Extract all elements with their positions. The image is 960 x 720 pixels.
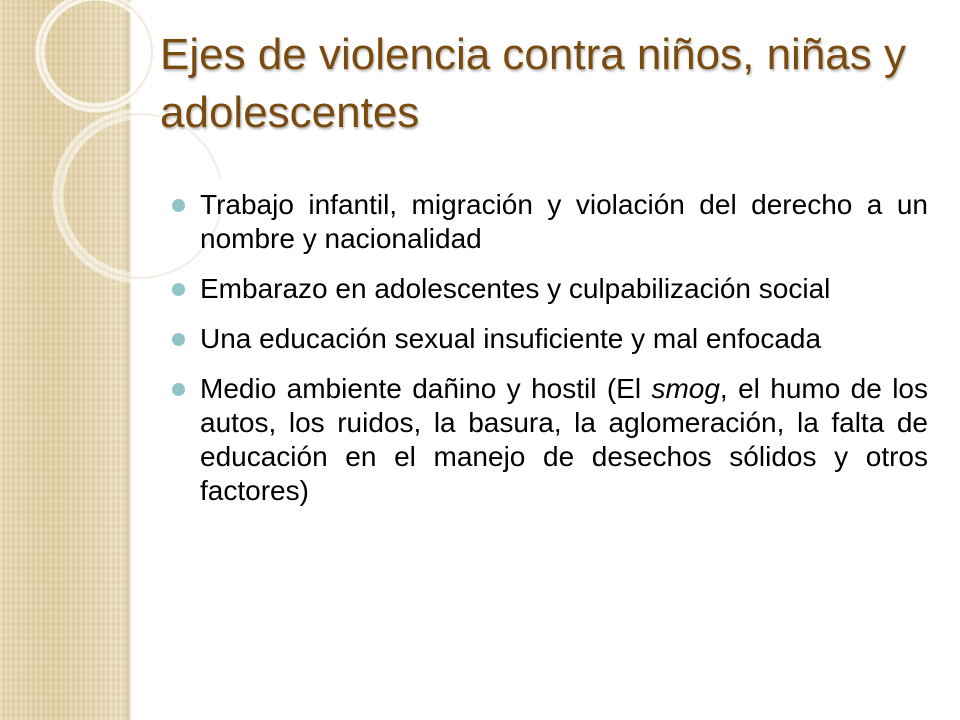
circle-bullet-icon <box>172 199 185 212</box>
circle-bullet-icon <box>172 383 185 396</box>
circle-bullet-icon <box>172 333 185 346</box>
bullet-emphasis: smog <box>651 373 720 404</box>
bullet-text: Embarazo en adolescentes y culpabilización social <box>200 273 831 304</box>
bullet-item <box>172 322 928 356</box>
bullet-text-end: , el humo de los autos, los ruidos, la basura, la aglomeración, la falta de educación en el manejo de desechos sólidos y otros factores) <box>200 373 928 506</box>
circle-bullet-icon <box>172 283 185 296</box>
bullet-text: Trabajo infantil, migración y violación del derecho a un nombre y nacionalidad <box>200 189 928 254</box>
bullet-list <box>172 188 928 524</box>
bullet-item <box>172 272 928 306</box>
bullet-text: Una educación sexual insuficiente y mal enfocada <box>200 323 822 354</box>
bullet-text-start: Medio ambiente dañino y hostil (El <box>200 373 652 404</box>
bullet-item <box>172 372 928 508</box>
slide-title: Ejes de violencia contra niños, niñas y adolescentes <box>160 30 906 137</box>
bullet-item <box>172 188 928 256</box>
